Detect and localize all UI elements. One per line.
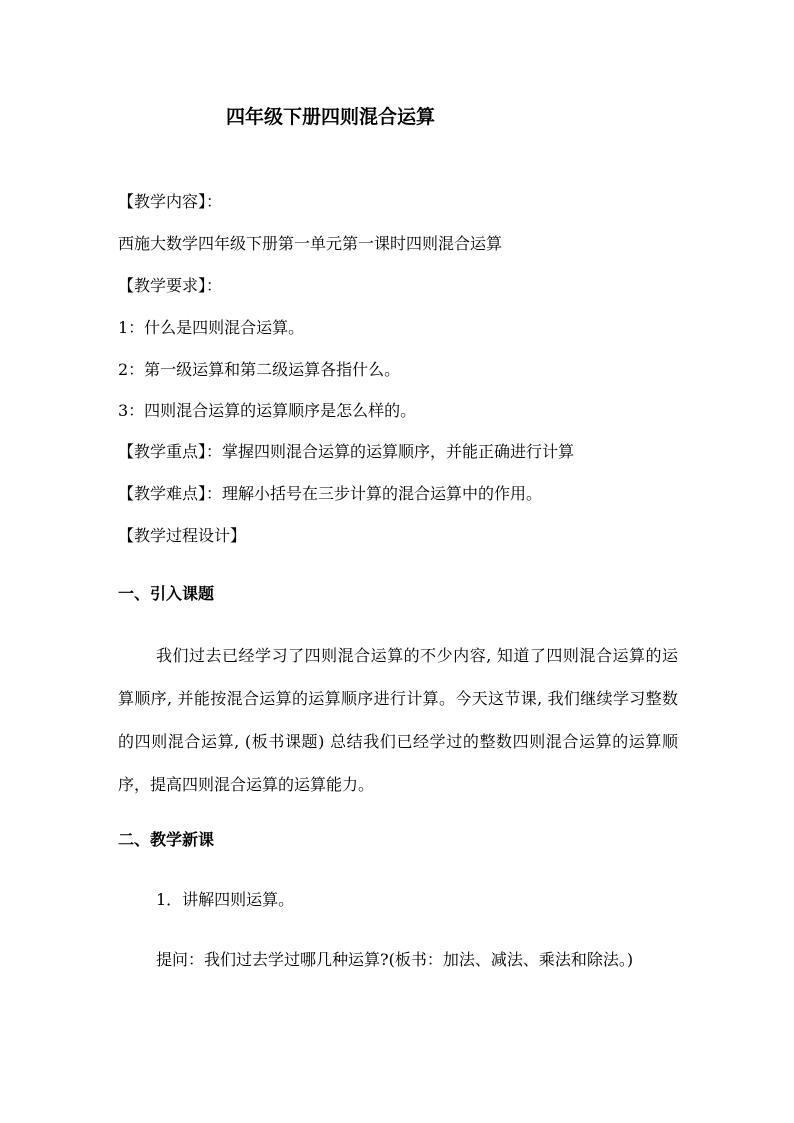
requirement-item-1: 1：什么是四则混合运算。 bbox=[118, 318, 305, 337]
document-title: 四年级下册四则混合运算 bbox=[226, 106, 436, 128]
teaching-difficulty: 【教学难点】：理解小括号在三步计算的混合运算中的作用。 bbox=[118, 484, 543, 503]
teaching-key-point: 【教学重点】：掌握四则混合运算的运算顺序，并能正确进行计算 bbox=[118, 442, 575, 461]
teaching-content-text: 西施大数学四年级下册第一单元第一课时四则混合运算 bbox=[118, 234, 503, 253]
teaching-requirements-label: 【教学要求】： bbox=[118, 276, 223, 295]
requirement-item-2: 2：第一级运算和第二级运算各指什么。 bbox=[118, 360, 401, 379]
question-paragraph: 提问：我们过去学过哪几种运算?(板书：加法、减法、乘法和除法。) bbox=[156, 950, 634, 969]
teaching-content-label: 【教学内容】： bbox=[118, 192, 223, 211]
section-heading-introduction: 一、引入课题 bbox=[118, 584, 215, 603]
requirement-item-3: 3：四则混合运算的运算顺序是怎么样的。 bbox=[118, 401, 417, 420]
introduction-paragraph: 我们过去已经学习了四则混合运算的不少内容, 知道了四则混合运算的运算顺序, 并能按混合运算的运算顺序进行计算。今天这节课, 我们继续学习整数的四则混合运算, (板书课题) 总结我们已经学过的整数四则混合运算的运算顺序，提高四则混合运算的运算能力。 bbox=[118, 646, 678, 794]
lesson-item-1: 1．讲解四则运算。 bbox=[156, 890, 295, 909]
process-design-label: 【教学过程设计】 bbox=[118, 526, 247, 545]
section-heading-new-lesson: 二、教学新课 bbox=[118, 830, 215, 849]
